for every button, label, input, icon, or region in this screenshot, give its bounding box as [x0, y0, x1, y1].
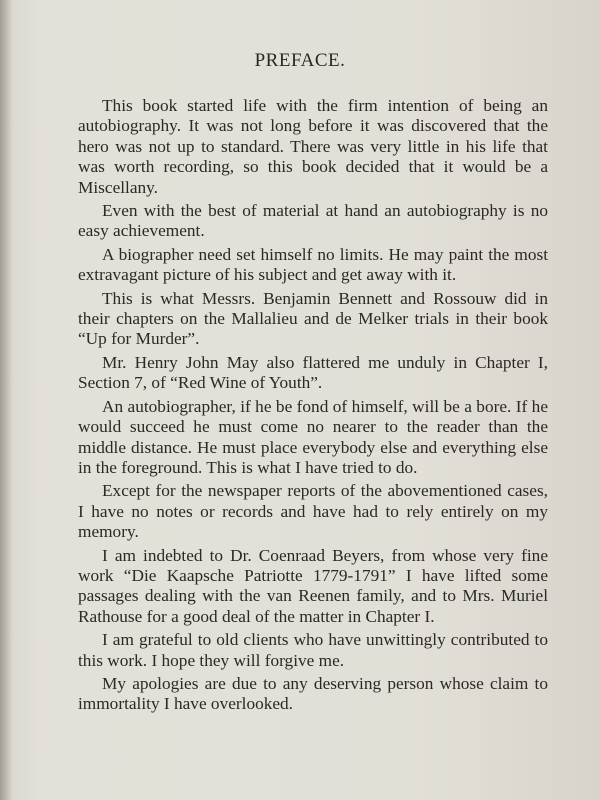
paragraph: I am indebted to Dr. Coenraad Beyers, from whose very fine work “Die Kaapsche Patriotte 1779-1791” I have lifted some passages dealing with the van Reenen family, and to Mrs. Muriel Rathouse for a good deal of the matter in Chapter I.: [78, 545, 548, 626]
paragraph: Except for the newspaper reports of the abovementioned cases, I have no notes or records and have had to rely entirely on my memory.: [78, 481, 548, 542]
paragraph: My apologies are due to any deserving person whose claim to immortality I have overlooked.: [78, 673, 548, 714]
paragraph: This book started life with the firm intention of being an autobiography. It was not long before it was discovered that the hero was not up to standard. There was very little in his life that was worth recording, so this book decided that it would be a Miscellany.: [78, 96, 548, 197]
paragraph: This is what Messrs. Benjamin Bennett and Rossouw did in their chapters on the Mallalieu and de Melker trials in their book “Up for Murder”.: [78, 288, 548, 349]
paragraph: An autobiographer, if he be fond of himself, will be a bore. If he would succeed he must come no nearer to the reader than the middle distance. He must place everybody else and everything else in the foreground. This is what I have tried to do.: [78, 396, 548, 477]
paragraph: I am grateful to old clients who have unwittingly contributed to this work. I hope they will forgive me.: [78, 630, 548, 670]
preface-body: [78, 96, 548, 718]
paragraph: Even with the best of material at hand an autobiography is no easy achievement.: [78, 201, 548, 241]
paragraph: Mr. Henry John May also flattered me unduly in Chapter I, Section 7, of “Red Wine of Youth”.: [78, 352, 548, 393]
page-title: PREFACE.: [254, 50, 346, 71]
gutter-shadow: [0, 0, 12, 800]
paragraph: A biographer need set himself no limits. He may paint the most extravagant picture of his subject and get away with it.: [78, 244, 548, 285]
